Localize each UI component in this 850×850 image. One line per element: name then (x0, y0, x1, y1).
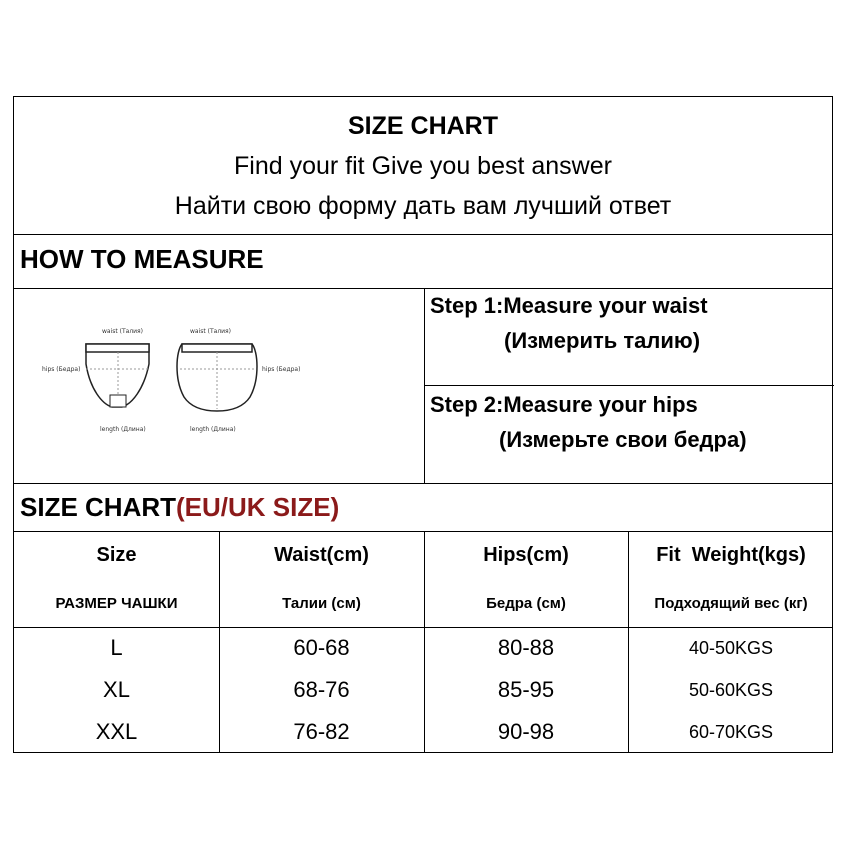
size-chart-heading (20, 492, 339, 523)
waist-label-front: waist (Талия) (102, 328, 144, 335)
col-header-weight-ru: Подходящий вес (кг) (654, 594, 808, 612)
col-header-waist: Waist(cm) (274, 543, 369, 566)
row-waist: 76-82 (293, 719, 350, 744)
row-weight: 40-50KGS (688, 637, 774, 658)
col-header-size: Size (96, 543, 137, 566)
subtitle-english: Find your fit Give you best answer (234, 152, 612, 180)
waist-label-back: waist (Талия) (190, 328, 232, 335)
row-hips: 90-98 (497, 719, 555, 744)
step-2-english: Step 2:Measure your hips (430, 392, 698, 417)
size-chart-sheet (13, 96, 833, 753)
divider (14, 234, 832, 235)
col-header-hips-ru: Бедра (см) (486, 594, 566, 612)
row-waist: 68-76 (293, 677, 350, 702)
row-waist: 60-68 (293, 635, 350, 660)
col-header-waist-ru: Талии (см) (282, 594, 361, 612)
row-weight: 60-70KGS (688, 721, 774, 742)
step-1-russian: (Измерить талию) (504, 328, 701, 353)
divider (424, 385, 834, 386)
briefs-front-icon (86, 344, 149, 407)
length-label-back: length (Длина) (190, 426, 236, 433)
col-header-hips: Hips(cm) (483, 543, 569, 566)
row-size: XL (103, 677, 130, 702)
title-block (14, 97, 832, 234)
length-label-front: length (Длина) (100, 426, 146, 433)
col-header-weight: Fit Weight(kgs) (656, 543, 806, 566)
col-header-size-ru: РАЗМЕР ЧАШКИ (55, 594, 178, 612)
divider (14, 483, 832, 484)
row-weight: 50-60KGS (688, 679, 774, 700)
hips-label-front: hips (Бедра) (42, 366, 81, 373)
row-hips: 85-95 (497, 677, 555, 702)
briefs-back-icon (177, 344, 257, 411)
chart-title: SIZE CHART (348, 112, 498, 140)
briefs-illustration (14, 289, 424, 483)
measurement-diagram (14, 289, 424, 483)
row-size: L (110, 635, 123, 660)
size-chart-heading-main: SIZE CHART (20, 492, 176, 522)
step-2-russian: (Измерьте свои бедра) (499, 427, 747, 452)
step-1-english: Step 1:Measure your waist (430, 293, 708, 318)
row-hips: 80-88 (497, 635, 555, 660)
how-to-measure-heading: HOW TO MEASURE (20, 244, 264, 274)
row-size: XXL (95, 719, 138, 744)
hips-label-back: hips (Бедра) (262, 366, 301, 373)
subtitle-russian: Найти свою форму дать вам лучший ответ (174, 192, 672, 220)
size-chart-heading-accent: (EU/UK SIZE) (176, 492, 340, 522)
